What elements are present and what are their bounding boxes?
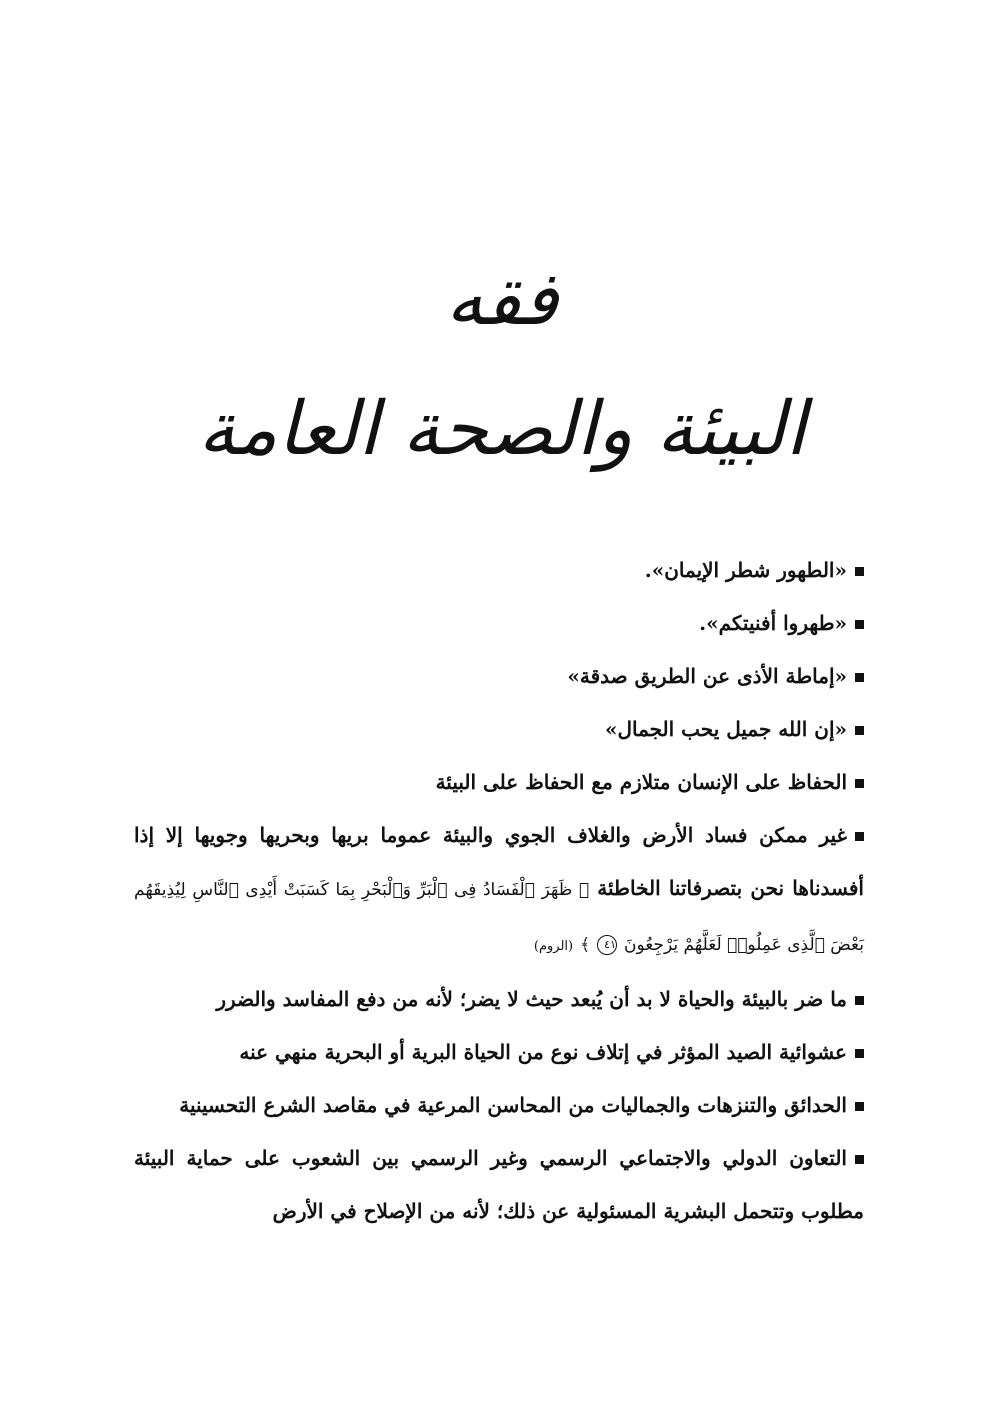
title-line-2: البيئة والصحة العامة — [198, 386, 806, 472]
square-bullet-icon — [855, 1049, 864, 1058]
bullet-text: التعاون الدولي والاجتماعي الرسمي وغير الرسمي بين الشعوب على حماية البيئة مطلوب وتتحمل البشرية المسئولية عن ذلك؛ لأنه من الإصلاح في الأرض — [134, 1146, 864, 1223]
bullet-text: «الطهور شطر الإيمان». — [644, 558, 847, 582]
bullet-text: الحفاظ على الإنسان متلازم مع الحفاظ على البيئة — [435, 770, 847, 794]
bullet-text: غير ممكن فساد الأرض والغلاف الجوي والبيئة عموما بريها وبحريها وجويها إلا إذا أفسدناها نحن بتصرفاتنا الخاطئة — [134, 823, 864, 900]
bullet-item — [134, 703, 864, 756]
bullet-item — [134, 650, 864, 703]
bullet-item — [134, 1026, 864, 1079]
square-bullet-icon — [855, 1102, 864, 1111]
square-bullet-icon — [855, 726, 864, 735]
bullet-text: «إماطة الأذى عن الطريق صدقة» — [567, 664, 847, 688]
square-bullet-icon — [855, 567, 864, 576]
bullet-item — [134, 1079, 864, 1132]
bullet-text: عشوائية الصيد المؤثر في إتلاف نوع من الحياة البرية أو البحرية منهي عنه — [239, 1040, 847, 1064]
verse-source: (الروم) — [533, 939, 574, 954]
bullet-item — [134, 973, 864, 1026]
square-bullet-icon — [855, 620, 864, 629]
bullet-text: «إن الله جميل يحب الجمال» — [604, 717, 847, 741]
bullet-item-corruption — [134, 809, 864, 973]
bullet-text: ما ضر بالبيئة والحياة لا بد أن يُبعد حيث لا يضر؛ لأنه من دفع المفاسد والضرر — [216, 987, 847, 1011]
square-bullet-icon — [855, 832, 864, 841]
bullet-item — [134, 544, 864, 597]
square-bullet-icon — [855, 996, 864, 1005]
square-bullet-icon — [855, 1155, 864, 1164]
bullet-item — [134, 756, 864, 809]
title-line-1: فقه — [445, 256, 559, 342]
bullet-text: «طهروا أفنيتكم». — [699, 611, 847, 635]
square-bullet-icon — [855, 673, 864, 682]
square-bullet-icon — [855, 779, 864, 788]
bullet-item — [134, 597, 864, 650]
bullet-list — [134, 544, 864, 1238]
bullet-text: الحدائق والتنزهات والجماليات من المحاسن المرعية في مقاصد الشرع التحسينية — [179, 1093, 847, 1117]
verse-close-bracket: ﴾ — [580, 935, 591, 955]
quran-verse: ﴿ ظَهَرَ ٱلْفَسَادُ فِى ٱلْبَرِّ وَٱلْبَحْرِ بِمَا كَسَبَتْ أَيْدِى ٱلنَّاسِ لِيُذِيقَهُم بَعْضَ ٱلَّذِى عَمِلُوا۟ لَعَلَّهُمْ يَرْجِعُونَ — [134, 880, 864, 955]
verse-number-badge: ٤١ — [597, 935, 617, 955]
bullet-item — [134, 1132, 864, 1238]
